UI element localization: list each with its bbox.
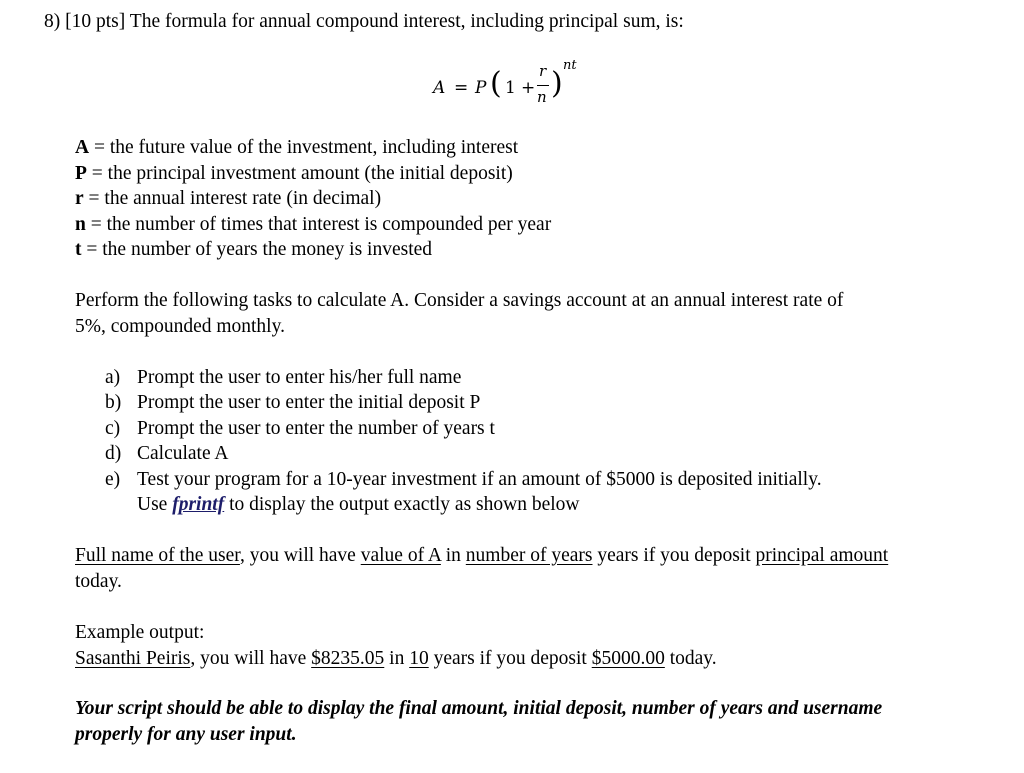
- list-item-e-continued: Use fprintf to display the output exactly as shown below: [137, 494, 580, 515]
- formula-left-paren: (: [490, 66, 502, 101]
- formula-plus: +: [521, 78, 536, 98]
- formula-fraction-bar: [537, 85, 549, 86]
- definition-A: A = the future value of the investment, including interest: [75, 137, 519, 158]
- list-item: b) Prompt the user to enter the initial deposit P: [105, 392, 481, 413]
- note-line1: Your script should be able to display the final amount, initial deposit, number of years and username: [75, 698, 883, 719]
- list-item: e) Test your program for a 10-year investment if an amount of $5000 is deposited initially.: [105, 469, 822, 490]
- question-text: The formula for annual compound interest, including principal sum, is:: [129, 11, 684, 32]
- output-template-line1: Full name of the user, you will have value of A in number of years years if you deposit principal amount: [75, 545, 889, 566]
- formula-equals: =: [454, 78, 469, 98]
- question-points: [10 pts]: [65, 11, 126, 32]
- task-intro-line2: 5%, compounded monthly.: [75, 316, 285, 337]
- definition-r: r = the annual interest rate (in decimal): [75, 188, 382, 209]
- example-output: Sasanthi Peiris, you will have $8235.05 in 10 years if you deposit $5000.00 today.: [75, 648, 717, 669]
- formula-right-paren: ): [551, 66, 563, 101]
- note-line2: properly for any user input.: [75, 724, 297, 745]
- formula-n: n: [537, 88, 547, 106]
- question-header: [44, 10, 684, 34]
- definition-n: n = the number of times that interest is compounded per year: [75, 214, 552, 235]
- example-heading: Example output:: [75, 622, 205, 643]
- question-number: 8): [44, 11, 61, 32]
- formula-one: 1: [505, 78, 516, 98]
- list-item: a) Prompt the user to enter his/her full name: [105, 367, 462, 388]
- list-item: c) Prompt the user to enter the number of years t: [105, 418, 495, 439]
- fprintf-keyword: fprintf: [172, 494, 225, 515]
- output-template-line2: today.: [75, 571, 122, 592]
- formula-exponent: nt: [563, 58, 577, 73]
- formula-P: P: [475, 78, 487, 98]
- list-item: d) Calculate A: [105, 443, 229, 464]
- definition-P: P = the principal investment amount (the initial deposit): [75, 163, 513, 184]
- formula-r: r: [539, 62, 547, 80]
- task-intro-line1: Perform the following tasks to calculate A. Consider a savings account at an annual interest rate of: [75, 290, 844, 311]
- formula-A: A: [433, 78, 446, 98]
- definition-t: t = the number of years the money is invested: [75, 239, 433, 260]
